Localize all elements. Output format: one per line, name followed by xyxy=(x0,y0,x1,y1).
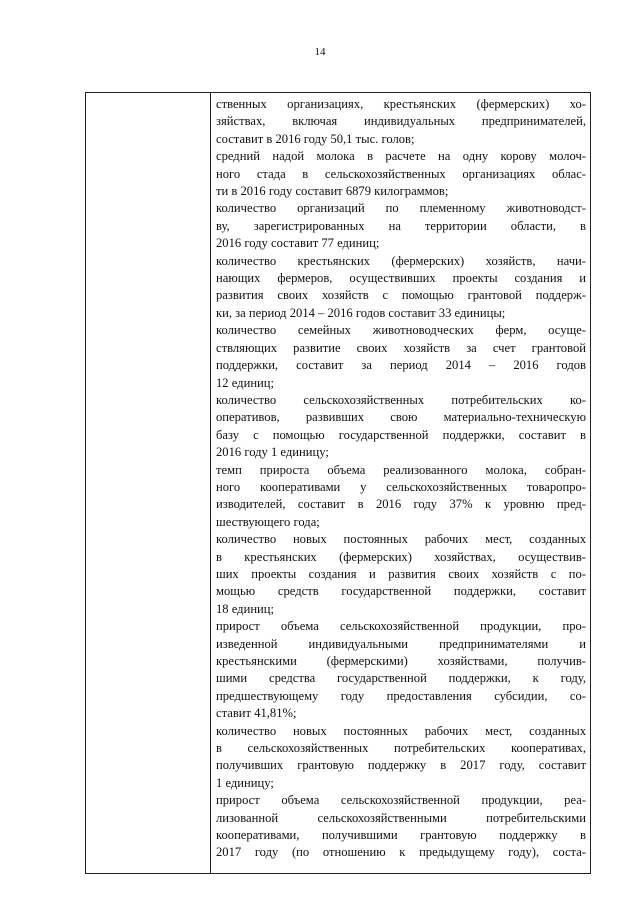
text-line: крестьянскими (фермерскими) хозяйствами, получив- xyxy=(216,654,586,668)
text-line: составит в 2016 году 50,1 тыс. голов; xyxy=(216,131,415,146)
text-line: лизованной сельскохозяйственными потребительскими xyxy=(216,810,586,825)
text-line: 1 единицу; xyxy=(216,775,274,790)
text-line: количество новых постоянных рабочих мест, созданных xyxy=(216,723,586,738)
text-line: мощью средств государственной поддержки, составит xyxy=(216,584,586,599)
text-line: нающих фермеров, осуществивших проекты создания и xyxy=(216,271,586,286)
text-line: прирост объема сельскохозяйственной продукции, про- xyxy=(216,619,586,634)
text-line: темп прироста объема реализованного молока, собран- xyxy=(216,462,586,477)
table-left-cell xyxy=(86,93,211,873)
text-line: количество новых постоянных рабочих мест, созданных xyxy=(216,532,586,547)
text-line: оперативов, развивших свою материально-техническую xyxy=(216,410,586,425)
text-line: ставит 41,81%; xyxy=(216,706,297,721)
text-line: средний надой молока в расчете на одну корову молоч- xyxy=(216,149,586,164)
text-line: развития своих хозяйств с помощью грантовой поддерж- xyxy=(216,288,586,303)
text-line: ти в 2016 году составит 6879 килограммов; xyxy=(216,184,449,199)
text-line: количество семейных животноводческих ферм, осуще- xyxy=(216,323,586,338)
text-line: ших проекты создания и развития своих хозяйств с по- xyxy=(216,566,586,581)
text-line: кооперативами, получившими грантовую поддержку в xyxy=(216,828,586,843)
text-line: ву, зарегистрированных на территории области, в xyxy=(216,218,586,233)
text-line: поддержки, составит за период 2014 – 2016 годов xyxy=(216,358,586,373)
text-line: 2017 году (по отношению к предыдущему году), соста- xyxy=(216,845,586,860)
text-line: ственных организациях, крестьянских (фермерских) хо- xyxy=(216,97,586,111)
text-line: количество крестьянских (фермерских) хозяйств, начи- xyxy=(216,253,586,268)
text-line: шими средства государственной поддержки, к году, xyxy=(216,671,586,686)
page-number: 14 xyxy=(314,46,326,58)
text-line: зяйствах, включая индивидуальных предпринимателей, xyxy=(216,114,586,129)
text-line: получивших грантовую поддержку в 2017 году, составит xyxy=(216,758,586,773)
text-line: изведенной индивидуальными предпринимателями и xyxy=(216,636,586,651)
text-line: в крестьянских (фермерских) хозяйствах, осуществив- xyxy=(216,549,586,564)
text-line: ствляющих развитие своих хозяйств за счет грантовой xyxy=(216,340,586,355)
text-line: прирост объема сельскохозяйственной продукции, реа- xyxy=(216,793,586,808)
text-line: шествующего года; xyxy=(216,514,320,529)
text-line: предшествующему году предоставления субсидии, со- xyxy=(216,688,586,703)
text-line: количество сельскохозяйственных потребительских ко- xyxy=(216,392,586,407)
text-line: 18 единиц; xyxy=(216,601,275,616)
document-table xyxy=(85,92,591,874)
text-line: изводителей, составит в 2016 году 37% к уровню пред- xyxy=(216,497,586,512)
text-line: в сельскохозяйственных потребительских кооперативах, xyxy=(216,741,586,756)
text-line: ки, за период 2014 – 2016 годов составит 33 единицы; xyxy=(216,305,506,320)
text-line: 2016 году 1 единицу; xyxy=(216,445,329,460)
text-line: базу с помощью государственной поддержки, составит в xyxy=(216,427,586,442)
text-line: ного кооперативами у сельскохозяйственных товаропро- xyxy=(216,479,586,494)
text-line: 12 единиц; xyxy=(216,375,275,390)
table-right-cell xyxy=(211,93,590,873)
text-line: 2016 году составит 77 единиц; xyxy=(216,236,380,251)
text-line: ного стада в сельскохозяйственных организациях облас- xyxy=(216,166,586,181)
text-line: количество организаций по племенному животноводст- xyxy=(216,201,586,216)
